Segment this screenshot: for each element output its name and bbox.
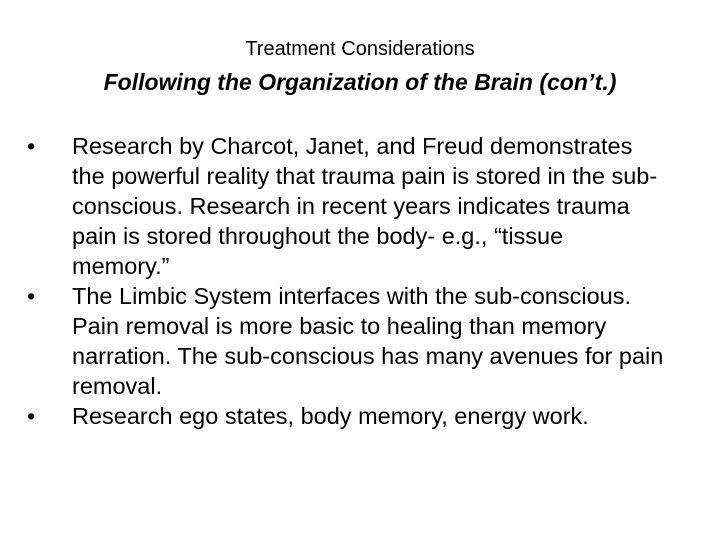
bullet-text-3: Research ego states, body memory, energy work. xyxy=(72,403,589,429)
bullet-icon: • xyxy=(27,133,36,159)
slide-title: Following the Organization of the Brain (con’t.) xyxy=(103,69,617,95)
bullet-icon: • xyxy=(27,283,36,309)
bullet-item-1 xyxy=(27,131,667,281)
bullet-text-2: The Limbic System interfaces with the sub-conscious. Pain removal is more basic to healing than memory narration. The sub-conscious has many avenues for pain removal. xyxy=(72,283,664,399)
slide-kicker: Treatment Considerations xyxy=(245,38,475,60)
bullet-list xyxy=(27,131,667,431)
bullet-text-1: Research by Charcot, Janet, and Freud demonstrates the powerful reality that trauma pain is stored in the sub-conscious. Research in recent years indicates trauma pain is stored throughout the body- e.g., “tissue memory.” xyxy=(72,133,658,279)
bullet-item-3 xyxy=(27,401,667,431)
bullet-item-2 xyxy=(27,281,667,401)
bullet-icon: • xyxy=(27,403,36,429)
